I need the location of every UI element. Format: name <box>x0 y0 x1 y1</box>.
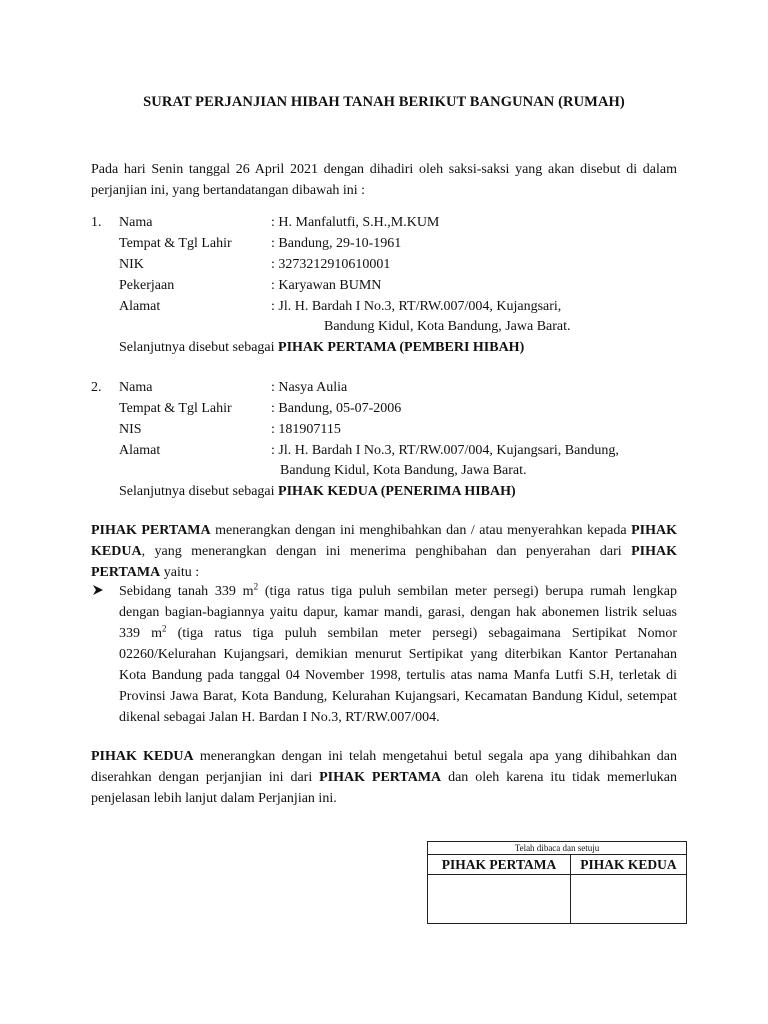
bullet-text-b: (tiga ratus tiga puluh sembilan meter persegi) berupa rumah lengkap dengan bagian-bagiannya yaitu dapur, kamar mandi, garasi, dengan hak abonemen listrik seluas 339 m <box>119 584 677 641</box>
party-2-address-value: : Jl. H. Bardah I No.3, RT/RW.007/004, Kujangsari, Bandung, <box>271 443 619 458</box>
statement-2-bold-2: PIHAK PERTAMA <box>319 770 442 785</box>
signature-table <box>427 841 687 924</box>
party-1-birth-value: : Bandung, 29-10-1961 <box>271 236 402 251</box>
signature-box-pihak-kedua <box>571 875 687 924</box>
party-1-designation <box>119 337 524 358</box>
statement-1-text-3: yaitu : <box>160 565 200 580</box>
party-2-nis-label: NIS <box>119 422 142 437</box>
party-1-name-label: Nama <box>119 215 153 230</box>
party-1-nik-label: NIK <box>119 257 144 272</box>
party-2-address-cont: Bandung Kidul, Kota Bandung, Jawa Barat. <box>280 463 527 478</box>
party-1-number: 1. <box>91 215 102 230</box>
bullet-paragraph <box>119 581 677 728</box>
arrow-bullet-icon <box>91 583 107 602</box>
statement-1-bold-1: PIHAK PERTAMA <box>91 523 211 538</box>
party-2-designation-prefix: Selanjutnya disebut sebagai <box>119 484 279 499</box>
party-1-job-label: Pekerjaan <box>119 278 175 293</box>
party-1-address-label: Alamat <box>119 299 161 314</box>
party-1-birth-label: Tempat & Tgl Lahir <box>119 236 232 251</box>
party-2-name-label: Nama <box>119 380 153 395</box>
bullet-text-c: (tiga ratus tiga puluh sembilan meter persegi) sebagaimana Sertipikat Nomor 02260/Kelurahan Kujangsari, demikian menurut Sertipikat yang diterbikan Kantor Pertanahan Kota Bandung pada tanggal 04 November 1998, tertulis atas nama Manfa Lutfi S.H, terletak di Provinsi Jawa Barat, Kota Bandung, Kelurahan Kujangsari, Kecamatan Bandung Kidul, setempat dikenal sebagai Jalan H. Bardan I No.3, RT/RW.007/004. <box>119 626 678 725</box>
party-1-designation-prefix: Selanjutnya disebut sebagai <box>119 340 279 355</box>
party-2-birth-value: : Bandung, 05-07-2006 <box>271 401 402 416</box>
party-1-address-value: : Jl. H. Bardah I No.3, RT/RW.007/004, Kujangsari, <box>271 299 562 314</box>
statement-1-bold-2: PIHAK KEDUA <box>91 523 677 559</box>
party-2-birth-label: Tempat & Tgl Lahir <box>119 401 232 416</box>
statement-1-text-2: , yang menerangkan dengan ini menerima penghibahan dan penyerahan dari <box>141 544 632 559</box>
bullet-sup-2: 2 <box>161 623 167 634</box>
statement-2-bold-1: PIHAK KEDUA <box>91 749 194 764</box>
statement-2-text-2: dan oleh karena itu tidak memerlukan penjelasan lebih lanjut dalam Perjanjian ini. <box>91 770 677 806</box>
statement-1-paragraph <box>91 520 677 583</box>
party-1-job-value: : Karyawan BUMN <box>271 278 382 293</box>
signature-header-pihak-pertama: PIHAK PERTAMA <box>428 855 571 875</box>
party-1-address-cont: Bandung Kidul, Kota Bandung, Jawa Barat. <box>324 319 571 334</box>
party-2-designation-bold: PIHAK KEDUA (PENERIMA HIBAH) <box>278 484 516 499</box>
party-1-name-value: : H. Manfalutfi, S.H.,M.KUM <box>271 215 440 230</box>
party-2-name-value: : Nasya Aulia <box>271 380 348 395</box>
party-2-designation <box>119 481 516 502</box>
statement-1-bold-3: PIHAK PERTAMA <box>91 544 677 580</box>
bullet-text-a: Sebidang tanah 339 m <box>119 584 254 599</box>
party-1-nik-value: : 3273212910610001 <box>271 257 391 272</box>
statement-2-text-1: menerangkan dengan ini telah mengetahui betul segala apa yang dihibahkan dan diserahkan dengan perjanjian ini dari <box>91 749 678 785</box>
statement-2-paragraph <box>91 746 677 809</box>
signature-header-pihak-kedua: PIHAK KEDUA <box>571 855 687 875</box>
party-2-address-label: Alamat <box>119 443 161 458</box>
statement-1-text-1: menerangkan dengan ini menghibahkan dan / atau menyerahkan kepada <box>210 523 632 538</box>
party-1-designation-bold: PIHAK PERTAMA (PEMBERI HIBAH) <box>278 340 525 355</box>
document-title: SURAT PERJANJIAN HIBAH TANAH BERIKUT BANGUNAN (RUMAH) <box>143 94 625 110</box>
bullet-sup-1: 2 <box>253 581 259 592</box>
party-2-nis-value: : 181907115 <box>271 422 341 437</box>
party-2-number: 2. <box>91 380 102 395</box>
signature-caption: Telah dibaca dan setuju <box>428 842 687 855</box>
intro-paragraph: Pada hari Senin tanggal 26 April 2021 dengan dihadiri oleh saksi-saksi yang akan disebut di dalam perjanjian ini, yang bertandatangan dibawah ini : <box>91 162 677 198</box>
signature-box-pihak-pertama <box>428 875 571 924</box>
